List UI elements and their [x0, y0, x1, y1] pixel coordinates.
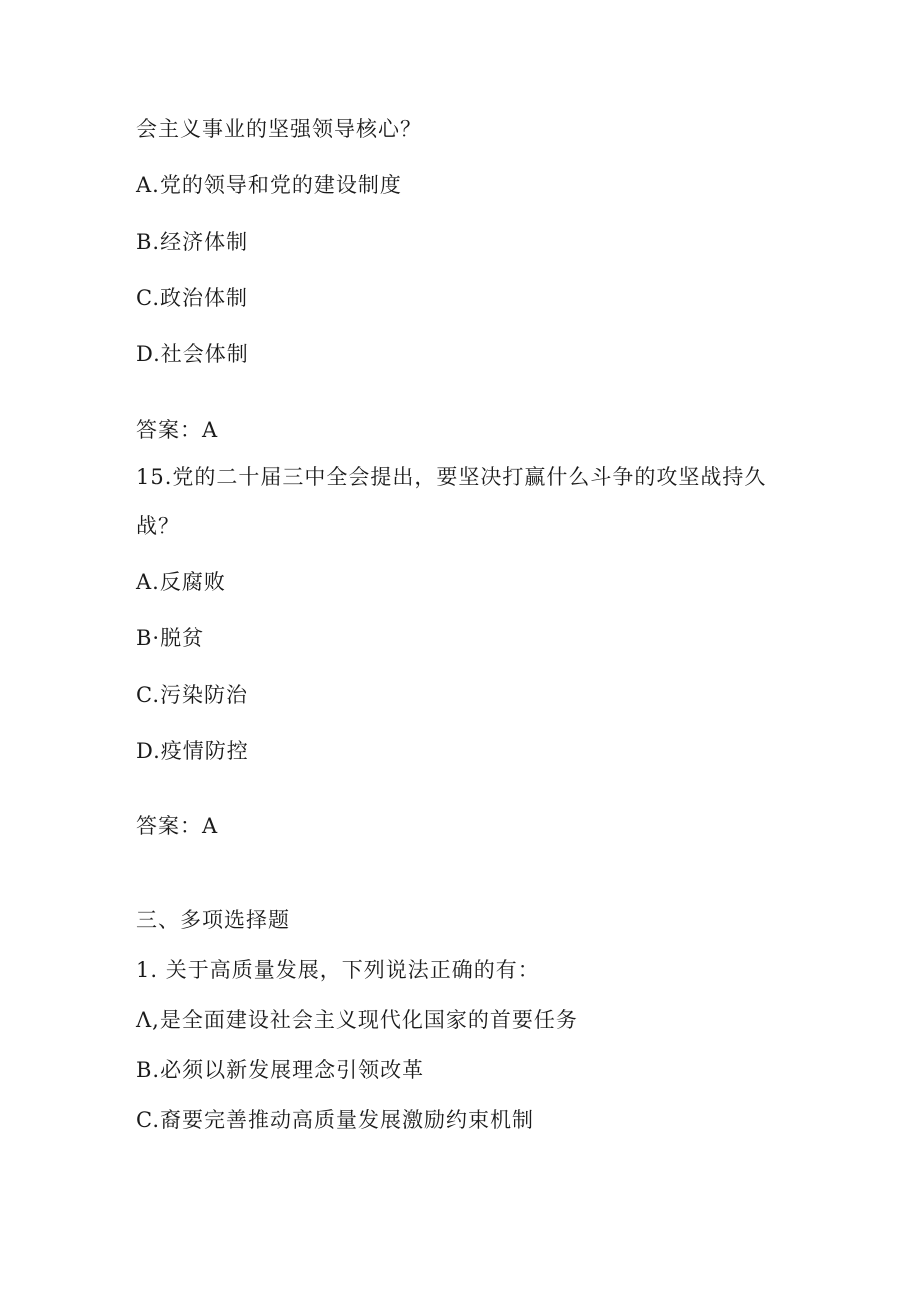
question-15-option-a: A.反腐败 — [136, 570, 226, 594]
question-14-option-b: B.经济体制 — [136, 230, 249, 254]
question-14-continuation: 会主义事业的坚强领导核心？ — [136, 117, 422, 141]
question-15-option-b: B·脱贫 — [136, 626, 205, 650]
question-15-stem-continuation: 战？ — [136, 514, 180, 538]
question-14-option-c: C.政治体制 — [136, 286, 248, 310]
question-14-option-d: D.社会体制 — [136, 342, 249, 366]
question-15-stem: 15.党的二十届三中全会提出，要坚决打赢什么斗争的攻坚战持久 — [136, 465, 767, 489]
question-14-option-a: A.党的领导和党的建设制度 — [136, 173, 402, 197]
section-heading: 三、多项选择题 — [136, 908, 290, 932]
multi-question-1-option-a: Λ,是全面建设社会主义现代化国家的首要任务 — [136, 1008, 578, 1032]
multi-question-1-option-b: B.必须以新发展理念引领改革 — [136, 1058, 425, 1082]
question-15-option-d: D.疫情防控 — [136, 739, 249, 763]
question-14-answer: 答案：A — [136, 418, 219, 442]
multi-question-1-option-c: C.裔要完善推动高质量发展激励约束机制 — [136, 1108, 534, 1132]
multi-question-1-stem: 1. 关于高质量发展，下列说法正确的有： — [136, 958, 540, 982]
question-15-answer: 答案：A — [136, 814, 219, 838]
question-15-option-c: C.污染防治 — [136, 683, 248, 707]
